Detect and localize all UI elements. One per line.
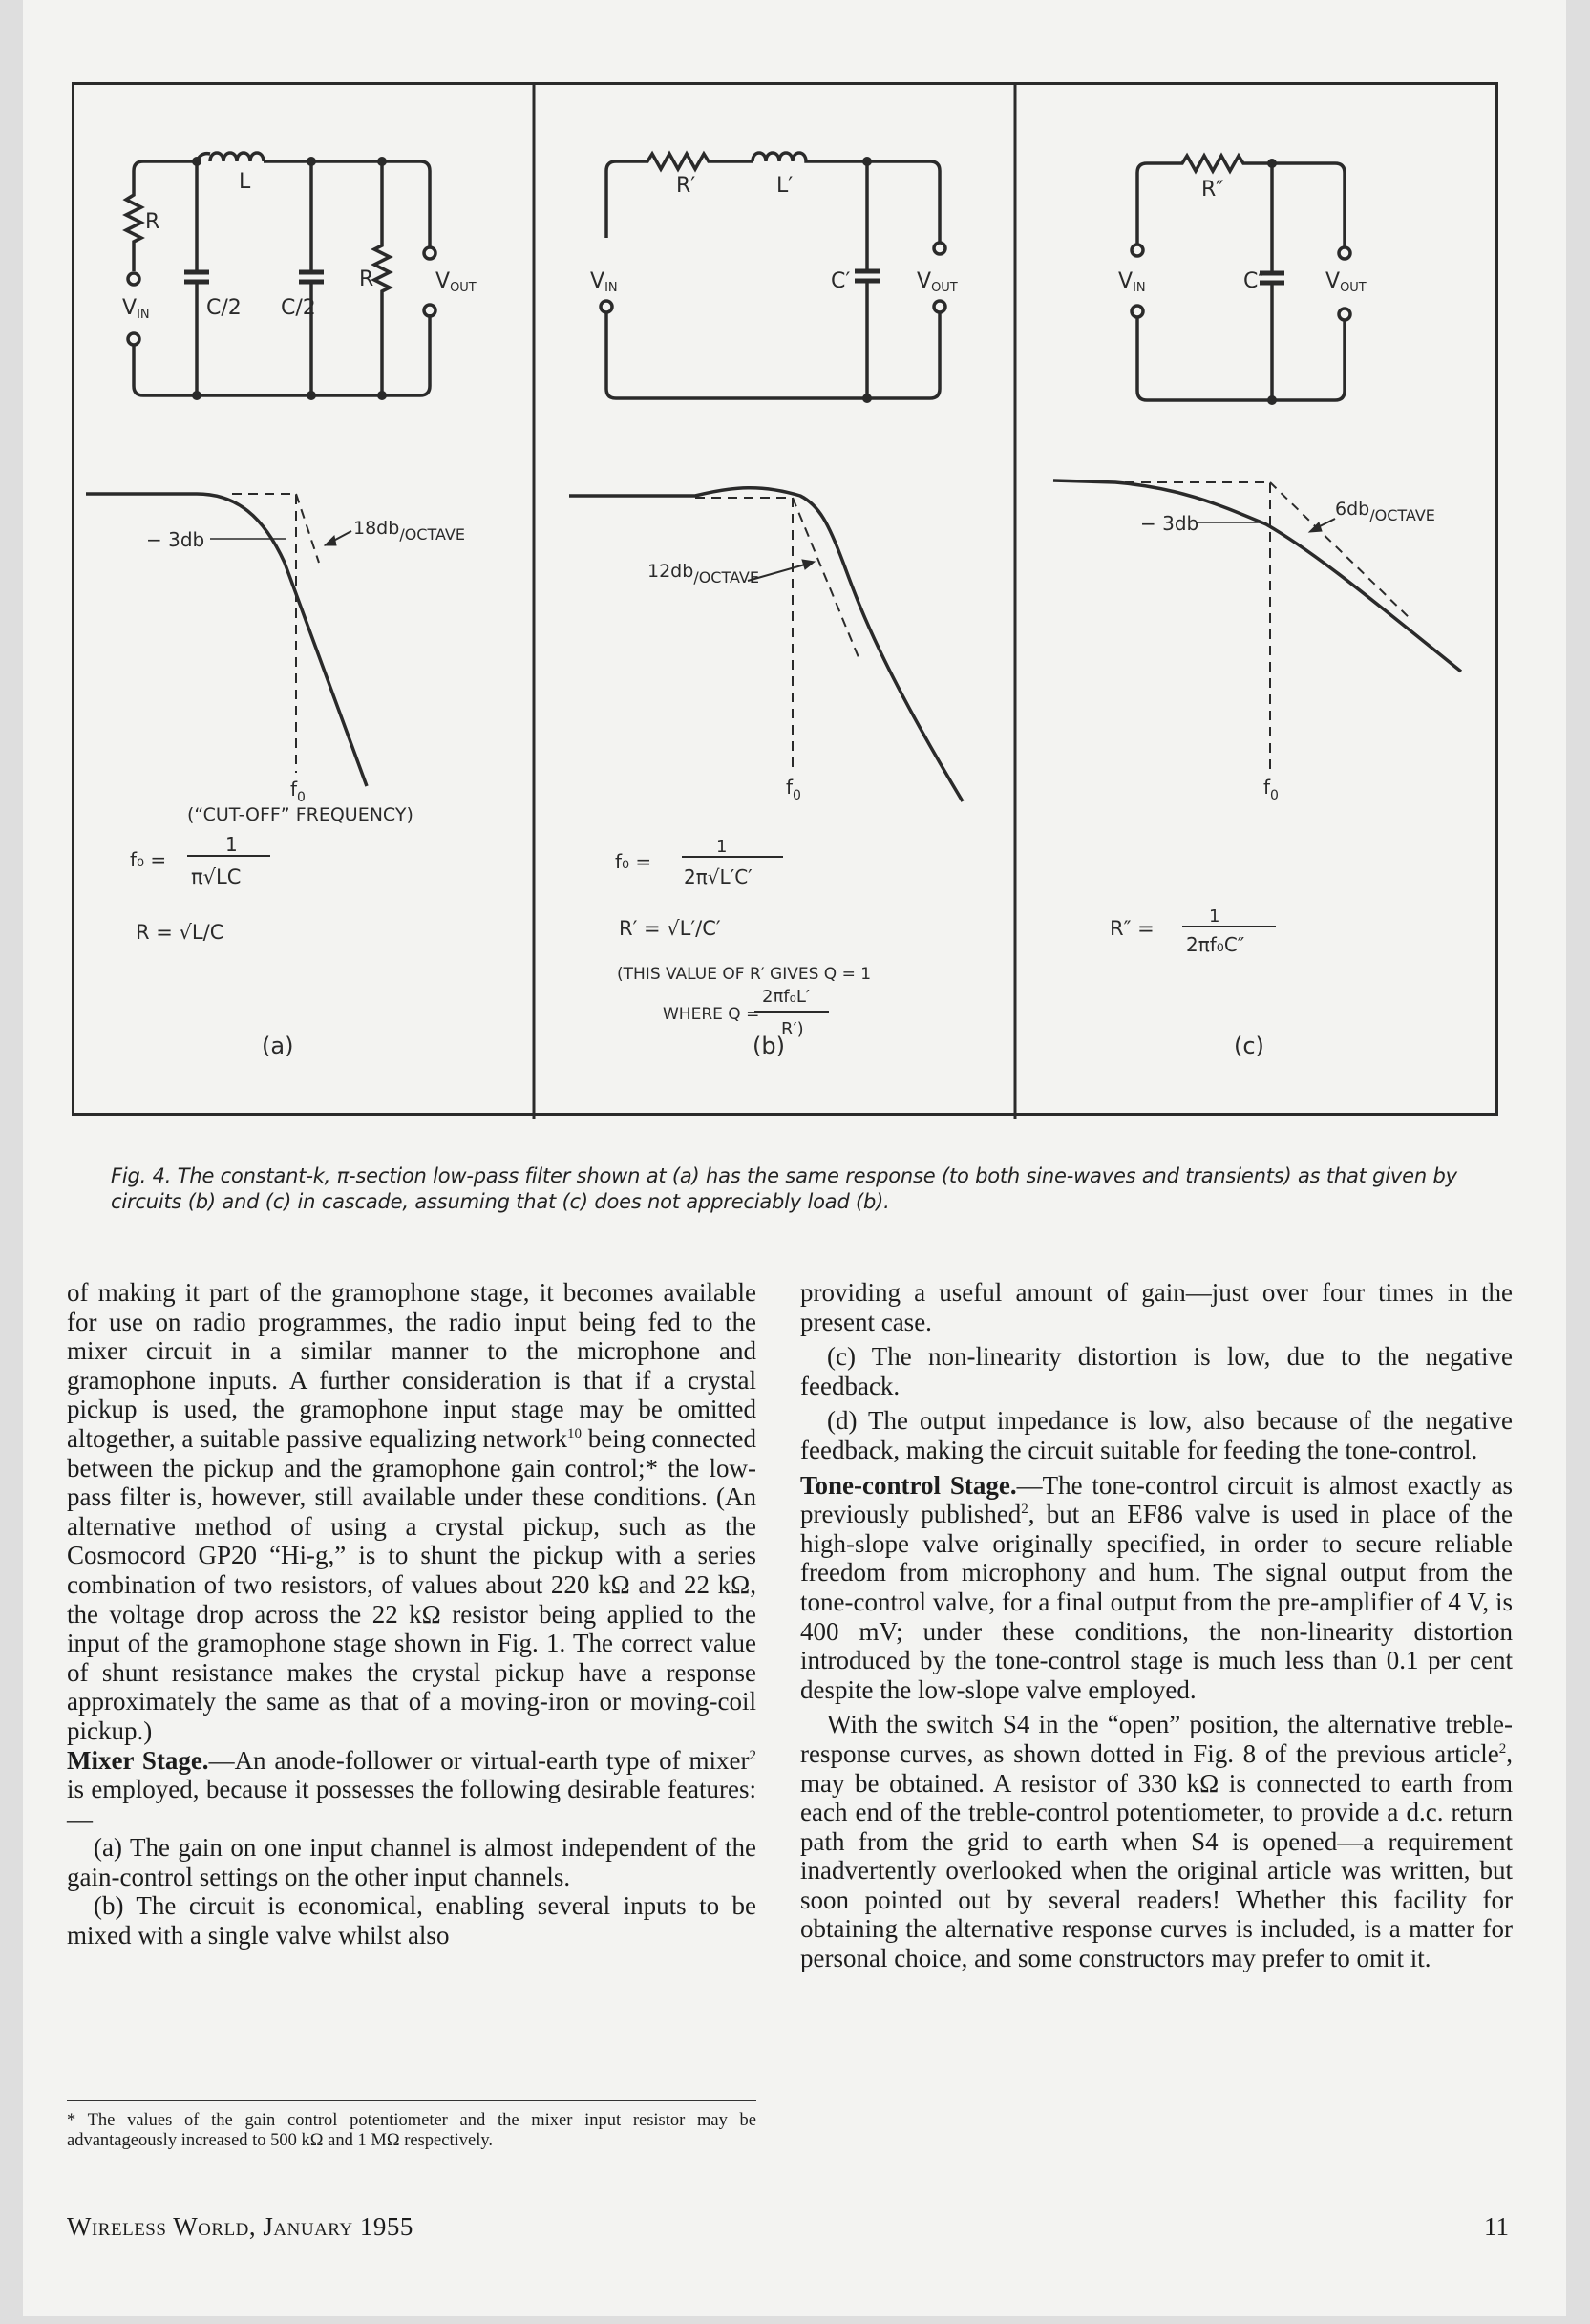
svg-text:R′ = √L′/C′: R′ = √L′/C′ <box>619 917 721 940</box>
circuit-b <box>601 153 945 398</box>
panel-label-c: (c) <box>1234 1033 1264 1059</box>
svg-text:1: 1 <box>1209 906 1220 927</box>
svg-text:C/2: C/2 <box>281 296 316 320</box>
svg-text:VIN: VIN <box>590 269 618 295</box>
svg-text:2π√L′C′: 2π√L′C′ <box>684 865 753 888</box>
svg-text:VOUT: VOUT <box>435 269 477 295</box>
paragraph-tone-control: Tone-control Stage.—The tone-control circuit is almost exactly as previously published$^2$, but an EF86 valve is used in place of the high-slope valve originally specified, in order to secure reliable freedom from microphony and hum. The signal output from the tone-control valve, for a final output from the pre-amplifier of 4 V, is 400 mV; under these conditions, the non-linearity distortion introduced by the tone-control stage is much less than 0.1 per cent despite the low-slope valve employed. <box>800 1470 1513 1704</box>
publication-footer: Wireless World, January 1955 <box>67 2212 413 2241</box>
right-column <box>800 1278 1513 1973</box>
svg-text:π√LC: π√LC <box>191 865 242 888</box>
svg-text:R: R <box>359 267 374 291</box>
filter-diagram <box>74 85 1501 1119</box>
svg-text:VOUT: VOUT <box>917 269 958 295</box>
paragraph: of making it part of the gramophone stage, it becomes available for use on radio programmes, the radio input being fed to the mixer circuit in a similar manner to the microphone and gramophone inputs. A further consideration is that if a crystal pickup is used, the gramophone input stage may be omitted altogether, a suitable passive equalizing network$^{10}$ being connected between the pickup and the gramophone gain control;* the low-pass filter is, however, still available under these conditions. (An alternative method of using a crystal pickup, such as the Cosmocord GP20 “Hi-g,” is to shunt the pickup with a series combination of two resistors, of values about 220 kΩ and 22 kΩ, the voltage drop across the 22 kΩ resistor being applied to the input of the gramophone stage shown in Fig. 1. The correct value of shunt resistance makes the crystal pickup have a response approximately the same as that of a moving-iron or moving-coil pickup.) <box>67 1278 756 1745</box>
svg-text:− 3db: − 3db <box>1140 512 1199 535</box>
section-heading: Tone-control Stage. <box>800 1470 1017 1500</box>
figure-caption: Fig. 4. The constant-k, π-section low-pass filter shown at (a) has the same response (to both sine-waves and transients) as that given by circuits (b) and (c) in cascade, assuming that (c) does not appreciably load (b). <box>111 1164 1457 1213</box>
magazine-page <box>23 0 1566 2316</box>
svg-text:− 3db: − 3db <box>146 528 205 551</box>
footnote: * The values of the gain control potentiometer and the mixer input resistor may be advantageously increased to 500 kΩ and 1 MΩ respectively. <box>67 2111 756 2150</box>
response-curve-b <box>569 488 963 801</box>
svg-text:f₀ =: f₀ = <box>130 848 167 871</box>
svg-text:VOUT: VOUT <box>1325 269 1367 295</box>
paragraph-mixer-stage: Mixer Stage.—An anode-follower or virtual-earth type of mixer$^2$ is employed, because it possesses the following desirable features:— <box>67 1745 756 1833</box>
svg-text:R: R <box>145 210 160 234</box>
section-heading: Mixer Stage. <box>67 1745 209 1775</box>
svg-text:f0: $f_0$ <box>786 776 801 803</box>
svg-text:(THIS VALUE OF R′ GIVES Q = 1: (THIS VALUE OF R′ GIVES Q = 1 <box>617 965 872 984</box>
svg-text:(“CUT-OFF” FREQUENCY): (“CUT-OFF” FREQUENCY) <box>187 804 413 825</box>
circuit-c <box>1132 156 1350 400</box>
svg-text:f0: $f_0$ <box>1263 776 1279 803</box>
svg-text:2πf₀C″: 2πf₀C″ <box>1186 933 1245 956</box>
svg-text:VIN: VIN <box>122 296 150 322</box>
svg-text:f₀ =: f₀ = <box>615 850 652 873</box>
svg-text:R″ =: R″ = <box>1110 917 1155 940</box>
svg-text:R′: R′ <box>676 174 696 198</box>
list-item-c: (c) The non-linearity distortion is low, due to the negative feedback. <box>800 1342 1513 1400</box>
svg-text:C′: C′ <box>831 269 851 293</box>
svg-text:R″: R″ <box>1201 178 1224 202</box>
footnote-divider <box>67 2100 756 2101</box>
svg-text:R = √L/C: R = √L/C <box>136 921 224 944</box>
list-item-b: (b) The circuit is economical, enabling several inputs to be mixed with a single valve whilst also <box>67 1891 756 1951</box>
svg-text:f0: $f_0$ <box>290 778 306 805</box>
svg-text:18db/OCTAVE: $18db_{/OCTAVE}$ <box>353 518 465 544</box>
circuit-a <box>126 153 435 395</box>
list-item-a: (a) The gain on one input channel is almost independent of the gain-control settings on the other input channels. <box>67 1833 756 1891</box>
svg-text:WHERE Q =: WHERE Q = <box>663 1005 760 1024</box>
panel-label-a: (a) <box>262 1033 294 1059</box>
page-number: 11 <box>1484 2212 1509 2241</box>
svg-text:L′: L′ <box>776 174 794 198</box>
svg-text:C″: C″ <box>1243 269 1266 293</box>
svg-text:6db/OCTAVE: $6db_{/OCTAVE}$ <box>1335 499 1435 524</box>
left-column <box>67 1278 756 1951</box>
svg-text:C/2: C/2 <box>206 296 242 320</box>
svg-text:12db/OCTAVE: $12db_{/OCTAVE}$ <box>647 561 759 586</box>
svg-text:VIN: VIN <box>1118 269 1146 295</box>
paragraph-switch: With the switch S4 in the “open” position, the alternative treble-response curves, as shown dotted in Fig. 8 of the previous article$^2$, may be obtained. A resistor of 330 kΩ is connected to earth from each end of the treble-control potentiometer, to provide a d.c. return path from the grid to earth when S4 is opened—a requirement inadvertently overlooked when the original article was written, but soon pointed out by several readers! Whether this facility for obtaining the alternative response curves is included, is a matter for personal choice, and some constructors may prefer to omit it. <box>800 1710 1513 1973</box>
list-item-d: (d) The output impedance is low, also because of the negative feedback, making the circuit suitable for feeding the tone-control. <box>800 1406 1513 1464</box>
svg-text:1: 1 <box>716 837 728 857</box>
response-curve-a <box>86 494 367 786</box>
figure-4 <box>72 82 1498 1116</box>
svg-text:1: 1 <box>225 833 238 856</box>
panel-label-b: (b) <box>753 1033 785 1059</box>
svg-text:2πf₀L′: 2πf₀L′ <box>762 987 810 1007</box>
label-L: L <box>239 170 251 194</box>
svg-text:R′): R′) <box>781 1019 804 1039</box>
paragraph: providing a useful amount of gain—just over four times in the present case. <box>800 1278 1513 1336</box>
